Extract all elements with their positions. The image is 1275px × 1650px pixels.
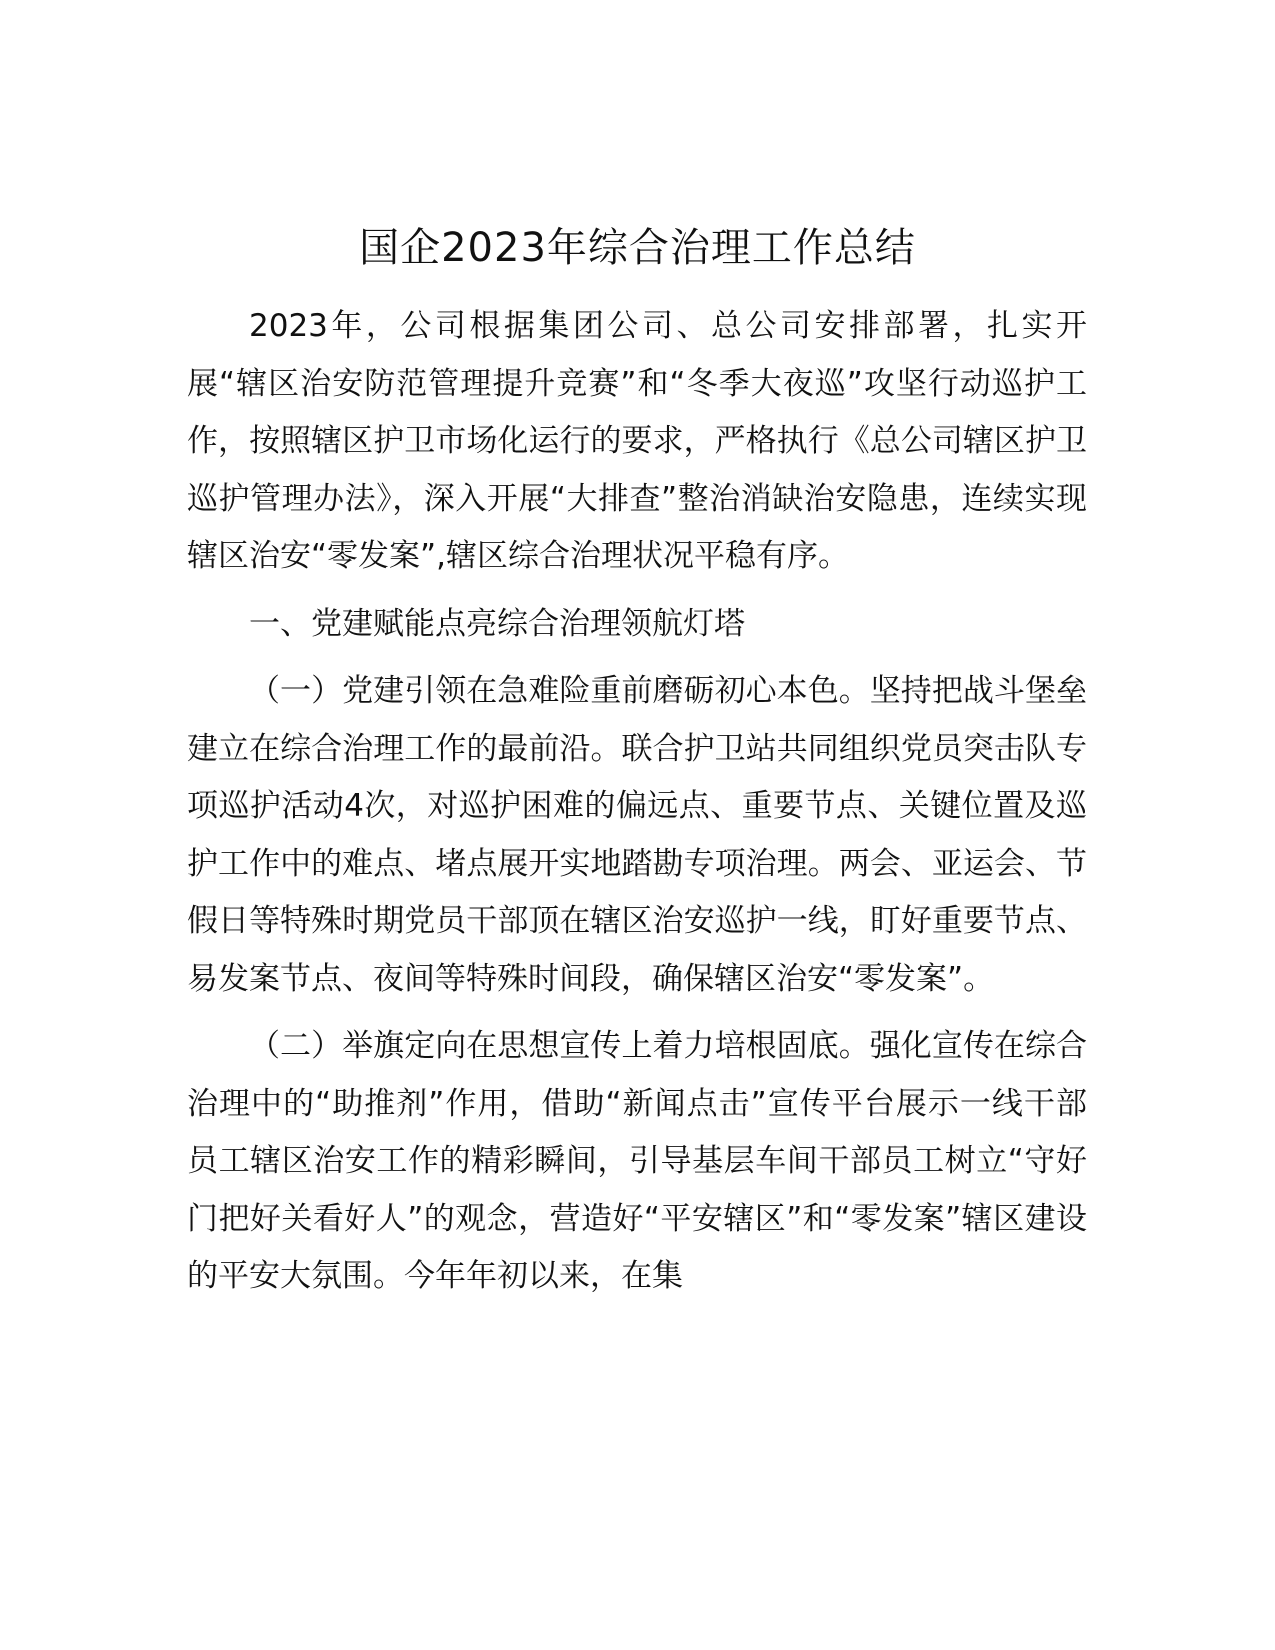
intro-paragraph: 2023年，公司根据集团公司、总公司安排部署，扎实开展“辖区治安防范管理提升竞赛”和“冬季大夜巡”攻坚行动巡护工作，按照辖区护卫市场化运行的要求，严格执行《总公司辖区护卫巡护管理办法》，深入开展“大排查”整治消缺治安隐患，连续实现辖区治安“零发案”,辖区综合治理状况平稳有序。	[187, 308, 1087, 574]
document-body	[187, 298, 1087, 1306]
section-heading: 一、党建赋能点亮综合治理领航灯塔	[249, 605, 745, 642]
document-title: 国企2023年综合治理工作总结	[359, 225, 916, 271]
paragraph-publicity: （二）举旗定向在思想宣传上着力培根固底。强化宣传在综合治理中的“助推剂”作用，借助“新闻点击”宣传平台展示一线干部员工辖区治安工作的精彩瞬间，引导基层车间干部员工树立“守好门把好关看好人”的观念，营造好“平安辖区”和“零发案”辖区建设的平安大氛围。今年年初以来，在集	[187, 1028, 1087, 1294]
paragraph-party-building: （一）党建引领在急难险重前磨砺初心本色。坚持把战斗堡垒建立在综合治理工作的最前沿。联合护卫站共同组织党员突击队专项巡护活动4次，对巡护困难的偏远点、重要节点、关键位置及巡护工作中的难点、堵点展开实地踏勘专项治理。两会、亚运会、节假日等特殊时期党员干部顶在辖区治安巡护一线，盯好重要节点、易发案节点、夜间等特殊时间段，确保辖区治安“零发案”。	[187, 673, 1087, 997]
